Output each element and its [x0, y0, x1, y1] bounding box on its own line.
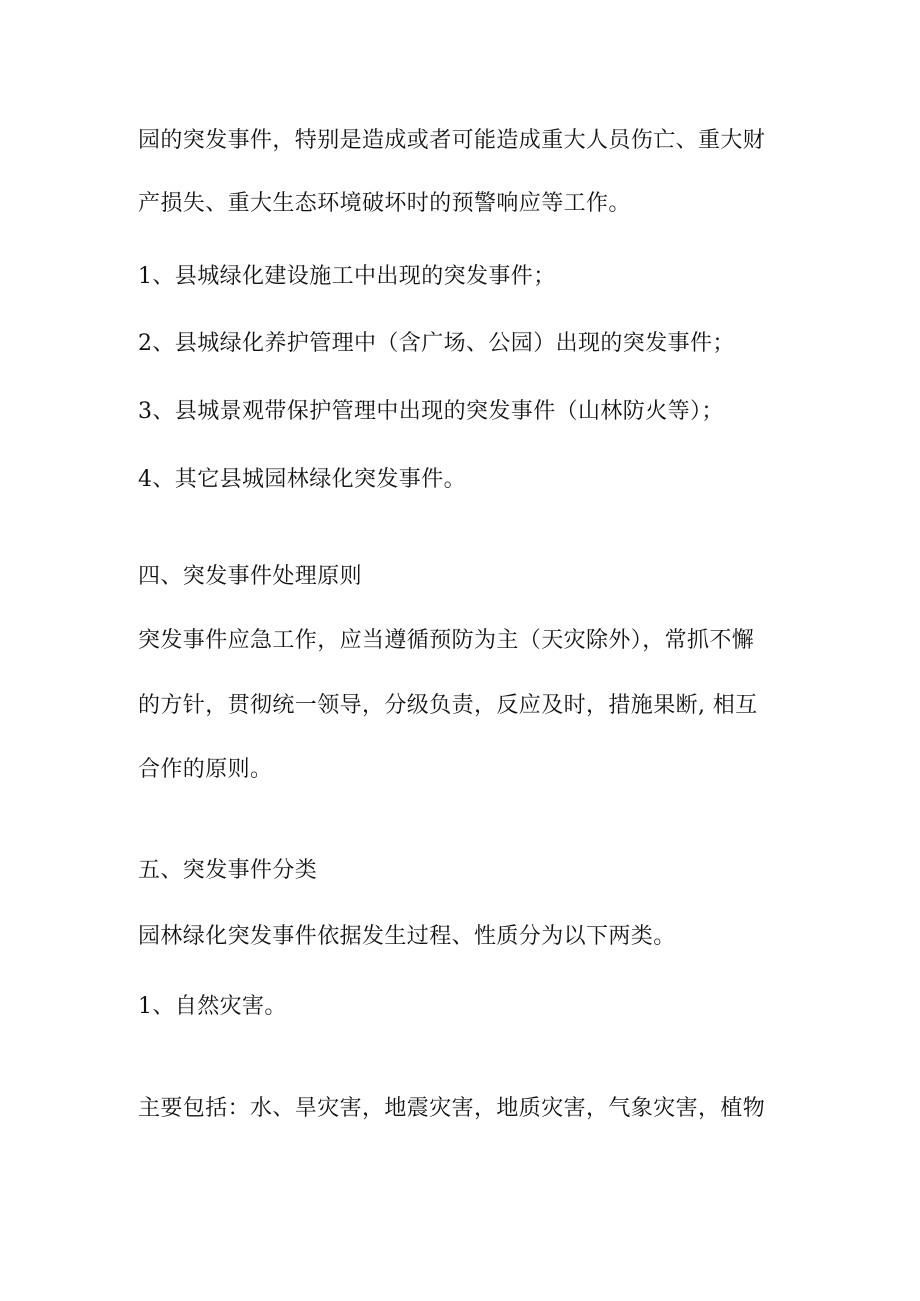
- paragraph-line-scope-end: 产损失、重大生态环境破坏时的预警响应等工作。: [138, 191, 631, 216]
- paragraph-line-principles-1: 突发事件应急工作，应当遵循预防为主（天灾除外），常抓不懈: [138, 628, 755, 653]
- list-item-1: 1、县城绿化建设施工中出现的突发事件；: [138, 264, 556, 289]
- list-item-2: 2、县城绿化养护管理中（含广场、公园）出现的突发事件；: [138, 331, 735, 356]
- paragraph-line-principles-3: 合作的原则。: [138, 757, 273, 782]
- paragraph-line-classification: 园林绿化突发事件依据发生过程、性质分为以下两类。: [138, 924, 676, 949]
- list-item-3: 3、县城景观带保护管理中出现的突发事件（山林防火等）；: [138, 399, 724, 424]
- paragraph-line-principles-2: 的方针，贯彻统一领导，分级负责，反应及时，措施果断, 相互: [138, 693, 758, 718]
- subheading-natural-disasters: 1、自然灾害。: [138, 994, 287, 1019]
- list-item-4: 4、其它县城园林绿化突发事件。: [138, 467, 466, 492]
- section-heading-principles: 四、突发事件处理原则: [138, 564, 363, 589]
- section-heading-classification: 五、突发事件分类: [138, 858, 318, 883]
- paragraph-line-natural-disasters: 主要包括：水、旱灾害，地震灾害，地质灾害，气象灾害，植物: [138, 1096, 766, 1121]
- paragraph-line-scope-continued: 园的突发事件，特别是造成或者可能造成重大人员伤亡、重大财: [138, 128, 766, 153]
